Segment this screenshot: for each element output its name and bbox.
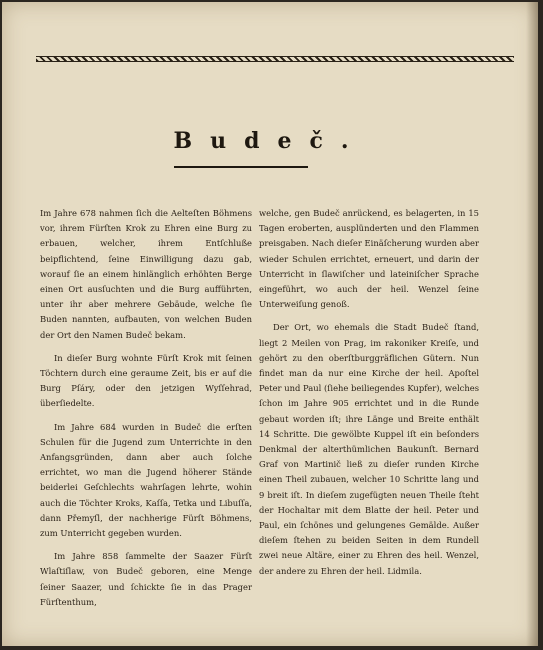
page-title: Budeč.: [173, 128, 367, 154]
paragraph: Im Jahre 858 ſammelte der Saazer Fürſt Wlaſtiſlaw, von Budeč geboren, eine Menge ſeiner Saazer, und ſchickte ſie in das Prager Fürſtenthum,: [40, 551, 252, 607]
left-column: [40, 206, 252, 618]
paragraph: welche, gen Budeč anrückend, es belagerten, in 15 Tagen eroberten, ausplünderten und den Flammen preisgaben. Nach dieſer Einäſcherung wurden aber wieder Schulen errichtet, erneuert, und darin der Unterricht in ſlawiſcher und lateiniſcher Sprache eingeführt, wo auch der heil. Wenzel ſeine Unterweiſung genoß.: [259, 208, 479, 310]
page-edge-shadow: [526, 2, 538, 646]
book-page: [2, 2, 538, 646]
paragraph: In dieſer Burg wohnte Fürſt Krok mit ſeinen Töchtern durch eine geraume Zeit, bis er auf die Burg Pſáry, oder den jetzigen Wyſſehrad, überſiedelte.: [40, 352, 252, 409]
paragraph: Der Ort, wo ehemals die Stadt Budeč ſtand, liegt 2 Meilen von Prag, im rakoniker Kreiſe, und gehört zu den oberſtburggräflichen Gütern. Nun findet man da nur eine Kirche der heil. Apoſtel Peter und Paul (ſiehe beiliegendes Kupfer), welches ſchon im Jahre 905 errichtet und in die Runde gebaut worden iſt; ihre Länge und Breite enthält 14 Schritte. Die gewölbte Kuppel iſt ein beſonders Denkmal der alterthümlichen Baukunſt. Bernard Graf von Martinič ließ zu dieſer runden Kirche einen Theil zubauen, welcher 10 Schritte lang und 9 breit iſt. In dieſem zugefügten neuen Theile ſteht der Hochaltar mit dem Blatte der heil. Peter und Paul, ein ſchönes und gelungenes Gemälde. Außer dieſem ſtehen zu beiden Seiten in dem Rundell zwei neue Altäre, einer zu Ehren des heil. Wenzel, der andere zu Ehren der heil. Lidmila.: [259, 322, 479, 576]
ornamental-rule: [36, 56, 514, 62]
right-column: [259, 206, 479, 587]
title-underline: [174, 166, 308, 168]
paragraph: Im Jahre 678 nahmen ſich die Aelteſten Böhmens vor, ihrem Fürſten Krok zu Ehren eine Burg zu erbauen, welcher, ihrem Entſchluße beipflichtend, ſeine Einwilligung dazu gab, worauf ſie an einem hinlänglich erhöhten Berge einen Ort ausſuchten und die Burg aufführten, unter ihr aber mehrere Gebäude, welche ſie Buden nannten, aufbauten, von welchen Buden der Ort den Namen Budeč bekam.: [40, 208, 252, 340]
paragraph: Im Jahre 684 wurden in Budeč die erſten Schulen für die Jugend zum Unterrichte in den Anfangsgründen, dann aber auch ſolche errichtet, wo man die Jugend höherer Stände beiderlei Geſchlechts wahrſagen lehrte, wohin auch die Töchter Kroks, Kaſſa, Tetka und Libuſſa, dann Přemyſl, der nachherige Fürſt Böhmens, zum Unterricht gegeben wurden.: [40, 421, 252, 539]
